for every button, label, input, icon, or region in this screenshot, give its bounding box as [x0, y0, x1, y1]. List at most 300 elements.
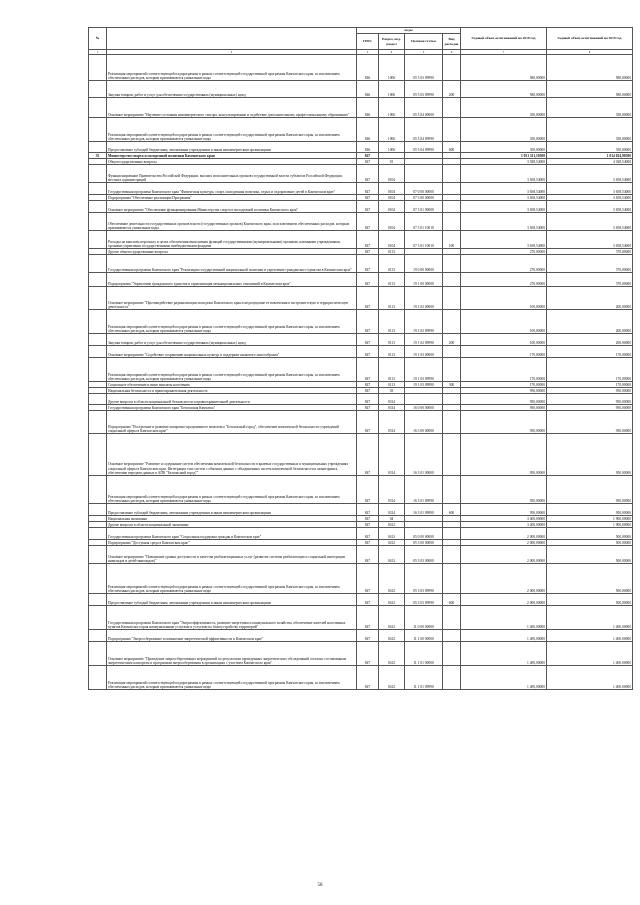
row-name: Министерство спорта и молодежной политики Камчатского края — [107, 153, 357, 159]
row-grbs: 847 — [357, 516, 379, 522]
row-number — [89, 98, 107, 118]
row-grbs: 847 — [357, 564, 379, 594]
row-razdel: 04 — [379, 516, 405, 522]
table-row — [89, 231, 633, 249]
row-target-article: 16 3 01 09990 — [405, 504, 443, 516]
row-grbs: 847 — [357, 394, 379, 405]
table-row — [89, 183, 633, 195]
row-number — [89, 183, 107, 195]
row-razdel: 0113 — [379, 310, 405, 334]
row-razdel: 0412 — [379, 630, 405, 642]
column-index: 5 — [405, 50, 443, 55]
table-row — [89, 98, 633, 118]
row-target-article: 07 3 01 00000 — [405, 201, 443, 213]
row-grbs: 847 — [357, 434, 379, 476]
row-target-article: 19 1 03 09990 — [405, 358, 443, 382]
row-target-article: 19 1 02 09990 — [405, 310, 443, 334]
column-index: 6 — [443, 50, 461, 55]
budget-table — [88, 27, 633, 690]
row-amount-2018: 270,00000 — [461, 273, 547, 287]
row-grbs: 847 — [357, 249, 379, 255]
row-amount-2018: 950,00000 — [461, 388, 547, 394]
row-number — [89, 142, 107, 153]
table-row — [89, 201, 633, 213]
row-amount-2019: 500,00000 — [547, 528, 633, 540]
row-name: Национальная экономика — [107, 516, 357, 522]
row-amount-2018: 2 000,00000 — [461, 546, 547, 564]
row-razdel: 1006 — [379, 55, 405, 81]
row-amount-2018: 1 400,00000 — [461, 666, 547, 690]
row-number — [89, 201, 107, 213]
row-number — [89, 606, 107, 630]
row-target-article: 11 1 00 00000 — [405, 630, 443, 642]
row-target-article: 05 5 03 09990 — [405, 55, 443, 81]
row-name: Государственная программа Камчатского края "Реализация государственной национальной политики и укрепление гражданского единства в Камчатском крае" — [107, 255, 357, 273]
row-expense-type: 100 — [443, 231, 461, 249]
row-grbs: 847 — [357, 165, 379, 183]
row-name: Предоставление субсидий бюджетным, автономным учреждениям и иным некоммерческим организациям — [107, 142, 357, 153]
row-number — [89, 310, 107, 334]
row-grbs: 847 — [357, 255, 379, 273]
header-razdel: Раздел, под-раздел — [379, 34, 405, 50]
row-number — [89, 346, 107, 358]
row-target-article: 16 3 01 00000 — [405, 434, 443, 476]
row-number — [89, 434, 107, 476]
row-grbs: 847 — [357, 476, 379, 504]
row-amount-2018: 3 658,54000 — [461, 201, 547, 213]
row-target-article: 05 3 03 09990 — [405, 564, 443, 594]
row-amount-2018: 3 658,54000 — [461, 231, 547, 249]
row-name: Основное мероприятие "Развитие и содержание систем обеспечения комплексной безопасности в краевых государственных и муниципальных учреждениях социальной сферы в Камчатском крае. Интеграция этих систем с обменом данных с объединенных систем комплексной безопасности и мониторинга, обеспечение передачи данных в АПК "Безопасный город"" — [107, 434, 357, 476]
row-razdel: 01 — [379, 159, 405, 165]
row-number — [89, 213, 107, 231]
table-row — [89, 594, 633, 606]
row-amount-2019: 950,00000 — [547, 388, 633, 394]
row-razdel: 0412 — [379, 546, 405, 564]
row-name: Другие вопросы в области национальной безопасности и правоохранительной деятельности — [107, 394, 357, 405]
row-amount-2018: 100,00000 — [461, 287, 547, 310]
row-target-article: 05 3 03 09990 — [405, 594, 443, 606]
row-name: Государственная программа Камчатского края "Физическая культура, спорт, молодежная политика, отдых и оздоровление детей в Камчатском крае" — [107, 183, 357, 195]
row-expense-type — [443, 55, 461, 81]
row-number — [89, 165, 107, 183]
table-row — [89, 358, 633, 382]
row-amount-2018: 3 400,00000 — [461, 522, 547, 528]
column-index: 3 — [357, 50, 379, 55]
row-amount-2018: 2 000,00000 — [461, 594, 547, 606]
row-name: Основное мероприятие "Противодействие радикализации молодежи Камчатского края и недопущение ее вовлечения в экстремистскую и террористическую деятельность" — [107, 287, 357, 310]
table-row — [89, 213, 633, 231]
row-target-article — [405, 394, 443, 405]
row-grbs: 847 — [357, 504, 379, 516]
row-grbs: 847 — [357, 213, 379, 231]
row-razdel: 0104 — [379, 201, 405, 213]
row-amount-2019: 4 028,54000 — [547, 159, 633, 165]
row-target-article: 05 0 00 00000 — [405, 528, 443, 540]
row-amount-2018: 3 658,54000 — [461, 165, 547, 183]
table-row — [89, 504, 633, 516]
header-2019: Годовой объем ассигнований на 2019 год — [547, 28, 633, 50]
row-expense-type: 300 — [443, 382, 461, 388]
row-amount-2019: 170,00000 — [547, 358, 633, 382]
row-amount-2018: 1 400,00000 — [461, 630, 547, 642]
row-amount-2018: 1 400,00000 — [461, 606, 547, 630]
row-amount-2018: 3 658,54000 — [461, 195, 547, 201]
row-grbs: 847 — [357, 388, 379, 394]
row-razdel: 0314 — [379, 504, 405, 516]
row-expense-type — [443, 394, 461, 405]
table-row — [89, 528, 633, 540]
row-amount-2019: 170,00000 — [547, 382, 633, 388]
header-2018: Годовой объем ассигнований на 2018 год — [461, 28, 547, 50]
row-number — [89, 630, 107, 642]
row-name: Общегосударственные вопросы — [107, 159, 357, 165]
row-target-article: 07 0 00 00000 — [405, 183, 443, 195]
table-row — [89, 287, 633, 310]
row-razdel: 0113 — [379, 287, 405, 310]
row-razdel: 0113 — [379, 358, 405, 382]
row-grbs: 847 — [357, 411, 379, 434]
row-amount-2018: 950,00000 — [461, 504, 547, 516]
row-amount-2018: 350,00000 — [461, 118, 547, 142]
row-razdel: 0104 — [379, 195, 405, 201]
row-number — [89, 273, 107, 287]
row-amount-2019: 1 900,00000 — [547, 522, 633, 528]
row-razdel: 1006 — [379, 118, 405, 142]
row-expense-type — [443, 255, 461, 273]
row-amount-2018: 350,00000 — [461, 142, 547, 153]
row-expense-type — [443, 165, 461, 183]
row-expense-type — [443, 606, 461, 630]
row-number — [89, 564, 107, 594]
row-number — [89, 334, 107, 346]
row-target-article: 05 5 04 09990 — [405, 142, 443, 153]
row-razdel: 1006 — [379, 98, 405, 118]
row-amount-2018: 950,00000 — [461, 394, 547, 405]
column-index: 7 — [461, 50, 547, 55]
row-grbs: 847 — [357, 273, 379, 287]
row-expense-type — [443, 358, 461, 382]
row-razdel: 0412 — [379, 594, 405, 606]
row-razdel: 0104 — [379, 165, 405, 183]
row-razdel: 0314 — [379, 411, 405, 434]
row-grbs: 847 — [357, 606, 379, 630]
row-expense-type: 600 — [443, 142, 461, 153]
row-amount-2018: 3 658,54000 — [461, 213, 547, 231]
row-grbs: 847 — [357, 358, 379, 382]
row-grbs: 847 — [357, 405, 379, 411]
row-grbs: 847 — [357, 528, 379, 540]
budget-table-page — [88, 27, 632, 690]
row-amount-2018: 950,00000 — [461, 411, 547, 434]
row-razdel: 0412 — [379, 564, 405, 594]
row-number — [89, 504, 107, 516]
row-razdel: 1006 — [379, 142, 405, 153]
row-number — [89, 594, 107, 606]
row-target-article: 05 5 04 00000 — [405, 98, 443, 118]
row-number — [89, 476, 107, 504]
row-target-article: 19 1 03 00000 — [405, 346, 443, 358]
row-number — [89, 55, 107, 81]
row-target-article: 11 0 00 00000 — [405, 606, 443, 630]
column-index: 1 — [89, 50, 107, 55]
row-amount-2018: 270,00000 — [461, 255, 547, 273]
row-grbs: 847 — [357, 346, 379, 358]
row-razdel: 0412 — [379, 522, 405, 528]
row-amount-2018: 2 000,00000 — [461, 540, 547, 546]
row-expense-type — [443, 546, 461, 564]
row-name: Подпрограмма "Построение и развитие аппаратно-программного комплекса "Безопасный город", обеспечение комплексной безопасности учреждений социальной сферы в Камчатском крае" — [107, 411, 357, 434]
row-amount-2019: 950,00000 — [547, 504, 633, 516]
row-amount-2018: 950,00000 — [461, 434, 547, 476]
row-amount-2018: 350,00000 — [461, 98, 547, 118]
row-name: Реализация мероприятий соответствующей подпрограммы в рамках соответствующей государственной программы Камчатского края, за исключением обеспеченных расходов, которым присваиваются уникальные коды — [107, 564, 357, 594]
row-amount-2019: 200,00000 — [547, 334, 633, 346]
row-amount-2019: 500,00000 — [547, 594, 633, 606]
row-razdel: 0314 — [379, 476, 405, 504]
row-amount-2019: 170,00000 — [547, 346, 633, 358]
table-row — [89, 346, 633, 358]
row-name: Государственная программа Камчатского края "Безопасная Камчатка" — [107, 405, 357, 411]
row-razdel: 0412 — [379, 540, 405, 546]
table-row — [89, 55, 633, 81]
row-name: Основное мероприятие "Повышение уровня доступности и качества реабилитационных услуг (развитие системы реабилитации и социальной интеграции инвалидов и детей-инвалидов)" — [107, 546, 357, 564]
row-amount-2019: 950,00000 — [547, 434, 633, 476]
column-index: 8 — [547, 50, 633, 55]
row-expense-type — [443, 434, 461, 476]
row-grbs: 847 — [357, 183, 379, 195]
row-amount-2018: 950,00000 — [461, 405, 547, 411]
row-name: Реализация мероприятий соответствующей подпрограммы в рамках соответствующей государственной программы Камчатского края, за исключением обеспеченных расходов, которым присваиваются уникальные коды — [107, 476, 357, 504]
row-name: Основное мероприятие "Изучение состояния некоммерческого сектора, консультирование и содействие дополнительному профессиональному образованию" — [107, 98, 357, 118]
row-razdel: 0113 — [379, 255, 405, 273]
row-name: Функционирование Правительства Российской Федерации, высших исполнительных органов государственной власти субъектов Российской Федерации, местных администраций — [107, 165, 357, 183]
row-name: Реализация мероприятий соответствующей подпрограммы в рамках соответствующей государственной программы Камчатского края, за исключением обеспеченных расходов, которым присваиваются уникальные коды — [107, 666, 357, 690]
row-razdel: 0104 — [379, 183, 405, 195]
table-row — [89, 142, 633, 153]
row-expense-type — [443, 528, 461, 540]
row-grbs: 847 — [357, 666, 379, 690]
row-amount-2019: 350,00000 — [547, 98, 633, 118]
row-amount-2019: 350,00000 — [547, 118, 633, 142]
header-csr: Целевая статья — [405, 34, 443, 50]
row-grbs: 847 — [357, 159, 379, 165]
row-expense-type — [443, 630, 461, 642]
row-amount-2018: 2 000,00000 — [461, 528, 547, 540]
row-amount-2018: 100,00000 — [461, 334, 547, 346]
row-razdel: 0412 — [379, 606, 405, 630]
row-number — [89, 81, 107, 98]
table-row — [89, 81, 633, 98]
table-row — [89, 434, 633, 476]
row-razdel: 0113 — [379, 382, 405, 388]
row-amount-2019: 950,00000 — [547, 476, 633, 504]
row-expense-type — [443, 346, 461, 358]
row-number — [89, 255, 107, 273]
row-amount-2018: 3 928,54000 — [461, 159, 547, 165]
row-grbs: 847 — [357, 540, 379, 546]
row-razdel: 0104 — [379, 231, 405, 249]
row-amount-2018: 3 400,00000 — [461, 516, 547, 522]
row-amount-2018: 100,00000 — [461, 310, 547, 334]
row-number — [89, 666, 107, 690]
table-row — [89, 255, 633, 273]
row-grbs: 847 — [357, 195, 379, 201]
row-name: Реализация мероприятий соответствующей подпрограммы в рамках соответствующей государственной программы Камчатского края, за исключением обеспеченных расходов, которым присваиваются уникальные коды — [107, 358, 357, 382]
table-row — [89, 411, 633, 434]
row-target-article: 11 1 01 00000 — [405, 642, 443, 666]
row-amount-2018: 170,00000 — [461, 358, 547, 382]
row-target-article: 19 0 00 00000 — [405, 255, 443, 273]
header-name — [107, 28, 357, 50]
row-grbs: 847 — [357, 201, 379, 213]
row-expense-type — [443, 98, 461, 118]
row-razdel: 0314 — [379, 405, 405, 411]
row-target-article: 07 3 00 00000 — [405, 195, 443, 201]
row-number — [89, 642, 107, 666]
header-num: № — [89, 28, 107, 50]
table-row — [89, 630, 633, 642]
row-expense-type — [443, 642, 461, 666]
row-number — [89, 411, 107, 434]
row-number — [89, 231, 107, 249]
row-name: Расходы на выплаты персоналу в целях обеспечения выполнения функций государственными (муниципальными) органами, казенными учреждениями, органами управления государственными внебюджетными фондами — [107, 231, 357, 249]
row-razdel: 0113 — [379, 273, 405, 287]
row-grbs: 846 — [357, 55, 379, 81]
row-razdel: 0314 — [379, 394, 405, 405]
row-target-article: 19 1 02 00000 — [405, 287, 443, 310]
row-razdel: 0113 — [379, 346, 405, 358]
row-target-article: 16 0 00 00000 — [405, 405, 443, 411]
row-name: Подпрограмма "Укрепление гражданского единства и гармонизация межнациональных отношений в Камчатском крае" — [107, 273, 357, 287]
row-amount-2019: 200,00000 — [547, 310, 633, 334]
row-amount-2019: 950,00000 — [547, 405, 633, 411]
table-row — [89, 642, 633, 666]
row-target-article: 05 5 04 09990 — [405, 118, 443, 142]
row-amount-2019: 3 658,54000 — [547, 231, 633, 249]
row-razdel: 0314 — [379, 434, 405, 476]
row-name: Предоставление субсидий бюджетным, автономным учреждениям и иным некоммерческим организациям — [107, 504, 357, 516]
row-name: Закупка товаров, работ и услуг для обеспечения государственных (муниципальных) нужд — [107, 334, 357, 346]
row-amount-2019: 1 400,00000 — [547, 630, 633, 642]
row-grbs: 846 — [357, 142, 379, 153]
row-number — [89, 394, 107, 405]
row-amount-2019: 580,00000 — [547, 81, 633, 98]
row-expense-type — [443, 310, 461, 334]
row-name: Подпрограмма "Обеспечение реализации Программы" — [107, 195, 357, 201]
row-razdel: 0412 — [379, 642, 405, 666]
row-expense-type — [443, 213, 461, 231]
table-row — [89, 165, 633, 183]
row-expense-type: 200 — [443, 334, 461, 346]
row-expense-type — [443, 273, 461, 287]
row-razdel: 03 — [379, 388, 405, 394]
row-amount-2018: 170,00000 — [461, 346, 547, 358]
row-number — [89, 287, 107, 310]
row-amount-2019: 370,00000 — [547, 255, 633, 273]
table-row — [89, 394, 633, 405]
row-name: Государственная программа Камчатского края "Социальная поддержка граждан в Камчатском крае" — [107, 528, 357, 540]
row-amount-2018: 3 658,54000 — [461, 183, 547, 195]
row-target-article: 05 5 03 09990 — [405, 81, 443, 98]
row-grbs: 846 — [357, 81, 379, 98]
row-expense-type — [443, 201, 461, 213]
table-row — [89, 564, 633, 594]
row-amount-2019: 3 658,54000 — [547, 201, 633, 213]
row-expense-type: 600 — [443, 594, 461, 606]
row-name: Реализация мероприятий соответствующей подпрограммы в рамках соответствующей государственной программы Камчатского края, за исключением обеспеченных расходов, которым присваиваются уникальные коды — [107, 55, 357, 81]
row-razdel: 0113 — [379, 334, 405, 346]
row-expense-type: 200 — [443, 81, 461, 98]
row-name: Основное мероприятие "Содействие сохранению национальных культур и поддержке языкового многообразия" — [107, 346, 357, 358]
row-amount-2019: 3 658,54000 — [547, 195, 633, 201]
row-amount-2019: 950,00000 — [547, 394, 633, 405]
table-body — [89, 55, 633, 690]
row-grbs: 846 — [357, 98, 379, 118]
row-amount-2019: 500,00000 — [547, 540, 633, 546]
row-amount-2018: 950,00000 — [461, 476, 547, 504]
row-grbs: 847 — [357, 231, 379, 249]
row-razdel: 0412 — [379, 528, 405, 540]
row-amount-2019: 950,00000 — [547, 411, 633, 434]
row-amount-2018: 2 000,00000 — [461, 564, 547, 594]
row-target-article: 05 3 03 00000 — [405, 546, 443, 564]
header-grbs: ГРБС — [357, 34, 379, 50]
row-name: Социальное обеспечение и иные выплаты населению — [107, 382, 357, 388]
row-grbs: 847 — [357, 594, 379, 606]
row-razdel: 0113 — [379, 249, 405, 255]
table-row — [89, 273, 633, 287]
table-row — [89, 310, 633, 334]
row-grbs: 847 — [357, 630, 379, 642]
row-amount-2018: 170,00000 — [461, 382, 547, 388]
row-name: Основное мероприятие "Обеспечение функционирования Министерства спорта и молодежной политики Камчатского края" — [107, 201, 357, 213]
row-expense-type — [443, 183, 461, 195]
row-grbs: 847 — [357, 546, 379, 564]
row-amount-2018: 270,00000 — [461, 249, 547, 255]
row-amount-2019: 1 400,00000 — [547, 642, 633, 666]
row-target-article: 19 1 00 00000 — [405, 273, 443, 287]
row-name: Национальная безопасность и правоохранительная деятельность — [107, 388, 357, 394]
row-name: Другие общегосударственные вопросы — [107, 249, 357, 255]
row-amount-2019: 1 900,00000 — [547, 516, 633, 522]
row-target-article: 11 1 01 09990 — [405, 666, 443, 690]
row-amount-2018: 1 400,00000 — [461, 642, 547, 666]
row-amount-2019: 200,00000 — [547, 287, 633, 310]
row-amount-2019: 1 400,00000 — [547, 606, 633, 630]
table-row — [89, 334, 633, 346]
row-target-article: 05 3 00 00000 — [405, 540, 443, 546]
row-target-article: 19 1 03 09990 — [405, 382, 443, 388]
row-amount-2018: 580,00000 — [461, 55, 547, 81]
header-vid: Вид расходов — [443, 34, 461, 50]
column-index: 4 — [379, 50, 405, 55]
row-target-article: 07 3 01 10010 — [405, 213, 443, 231]
row-target-article: 07 3 01 10010 — [405, 231, 443, 249]
row-name: Подпрограмма "Доступная среда в Камчатском крае" — [107, 540, 357, 546]
row-grbs: 846 — [357, 118, 379, 142]
row-number: 35 — [89, 153, 107, 159]
row-amount-2019: 3 658,54000 — [547, 183, 633, 195]
row-amount-2019: 370,00000 — [547, 273, 633, 287]
row-amount-2019: 370,00000 — [547, 249, 633, 255]
row-name: Реализация мероприятий соответствующей подпрограммы в рамках соответствующей государственной программы Камчатского края, за исключением обеспеченных расходов, которым присваиваются уникальные коды — [107, 118, 357, 142]
row-amount-2019: 350,00000 — [547, 142, 633, 153]
row-grbs: 847 — [357, 287, 379, 310]
row-expense-type — [443, 666, 461, 690]
table-row — [89, 606, 633, 630]
row-expense-type — [443, 476, 461, 504]
